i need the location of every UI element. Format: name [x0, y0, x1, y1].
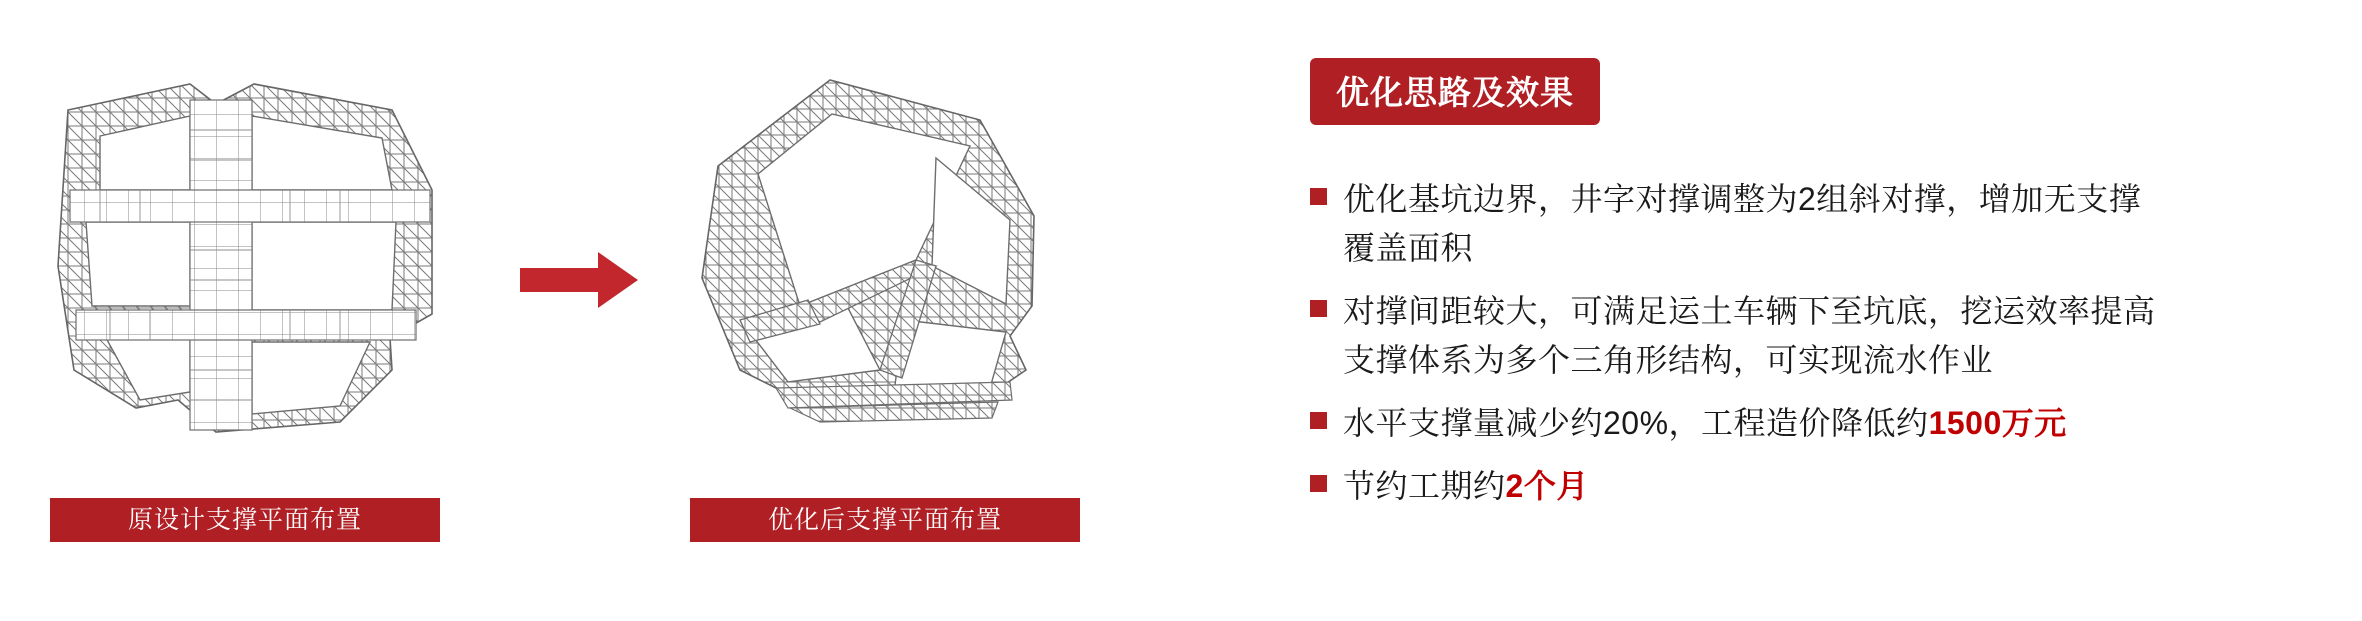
bullet-line — [1343, 336, 2156, 385]
optimized-plan-caption: 优化后支撑平面布置 — [690, 498, 1080, 542]
bullet-line — [1343, 175, 2141, 224]
bullet-item — [1310, 287, 2350, 385]
text-segment: 节约工期约 — [1343, 468, 1506, 504]
original-plan-caption: 原设计支撑平面布置 — [50, 498, 440, 542]
bullet-line — [1343, 224, 2141, 273]
bullet-text — [1343, 287, 2156, 385]
text-segment: 对撑间距较大，可满足运土车辆下至坑底，挖运效率提高 — [1343, 293, 2156, 329]
bullet-square-icon — [1310, 300, 1327, 317]
text-segment: 覆盖面积 — [1343, 230, 1474, 266]
bullet-item — [1310, 175, 2350, 273]
bullet-text — [1343, 462, 1589, 511]
bullet-square-icon — [1310, 412, 1327, 429]
optimized-support-plan-drawing — [680, 70, 1080, 450]
bullet-line — [1343, 287, 2156, 336]
bullet-square-icon — [1310, 188, 1327, 205]
text-segment: 水平支撑量减少约20%，工程造价降低约 — [1343, 405, 1929, 441]
text-panel — [1290, 0, 2362, 621]
bullet-item — [1310, 462, 2350, 511]
panel-title: 优化思路及效果 — [1310, 58, 1600, 125]
bullet-line — [1343, 399, 2067, 448]
bullet-text — [1343, 175, 2141, 273]
bullet-text — [1343, 399, 2067, 448]
text-segment: 优化基坑边界，井字对撑调整为2组斜对撑，增加无支撑 — [1343, 181, 2142, 217]
bullet-item — [1310, 399, 2350, 448]
highlight-value: 2个月 — [1505, 468, 1589, 504]
original-support-plan-drawing — [40, 70, 470, 450]
bullet-square-icon — [1310, 475, 1327, 492]
text-segment: 支撑体系为多个三角形结构，可实现流水作业 — [1343, 342, 1994, 378]
transition-arrow-icon — [520, 250, 640, 310]
highlight-value: 1500万元 — [1928, 405, 2067, 441]
bullet-list — [1310, 175, 2350, 525]
bullet-line — [1343, 462, 1589, 511]
